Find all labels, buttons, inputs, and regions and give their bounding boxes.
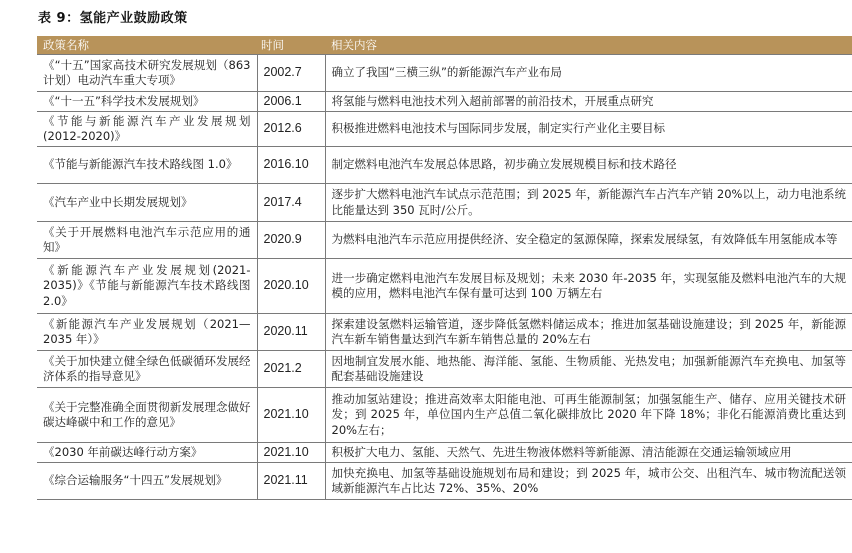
content-cell: 为燃料电池汽车示范应用提供经济、安全稳定的氢源保障，探索发展绿氢，有效降低车用氢能成本等 — [325, 222, 852, 259]
time-cell: 2017.4 — [257, 184, 325, 222]
table-header — [37, 36, 852, 55]
policy-name-cell: 《关于完整准确全面贯彻新发展理念做好碳达峰碳中和工作的意见》 — [37, 388, 257, 443]
policy-name-cell: 《汽车产业中长期发展规划》 — [37, 184, 257, 222]
policy-name-cell: 《2030 年前碳达峰行动方案》 — [37, 443, 257, 463]
policy-name-cell: 《综合运输服务“十四五”发展规划》 — [37, 463, 257, 500]
time-cell: 2020.10 — [257, 259, 325, 314]
policy-name-cell: 《关于加快建立健全绿色低碳循环发展经济体系的指导意见》 — [37, 351, 257, 388]
policy-name-cell: 《新能源汽车产业发展规划(2021-2035)》《节能与新能源汽车技术路线图 2.0》 — [37, 259, 257, 314]
policy-name-cell: 《“十五”国家高技术研究发展规划（863 计划）电动汽车重大专项》 — [37, 55, 257, 92]
content-cell: 推动加氢站建设；推进高效率太阳能电池、可再生能源制氢；加强氢能生产、储存、应用关键技术研发；到 2025 年，单位国内生产总值二氧化碳排放比 2020 年下降 18%；非化石能源消费比重达到 20%左右； — [325, 388, 852, 443]
time-cell: 2021.11 — [257, 463, 325, 500]
table-row — [37, 222, 852, 259]
content-cell: 积极推进燃料电池技术与国际同步发展，制定实行产业化主要目标 — [325, 112, 852, 147]
policy-name-cell: 《“十一五”科学技术发展规划》 — [37, 92, 257, 112]
content-cell: 确立了我国“三横三纵”的新能源汽车产业布局 — [325, 55, 852, 92]
table-row — [37, 184, 852, 222]
time-cell: 2002.7 — [257, 55, 325, 92]
content-cell: 因地制宜发展水能、地热能、海洋能、氢能、生物质能、光热发电；加强新能源汽车充换电、加氢等配套基础设施建设 — [325, 351, 852, 388]
content-cell: 将氢能与燃料电池技术列入超前部署的前沿技术，开展重点研究 — [325, 92, 852, 112]
table-body — [37, 55, 852, 500]
time-cell: 2021.10 — [257, 388, 325, 443]
time-cell: 2020.9 — [257, 222, 325, 259]
content-cell: 制定燃料电池汽车发展总体思路，初步确立发展规模目标和技术路径 — [325, 147, 852, 184]
table-row — [37, 463, 852, 500]
content-cell: 加快充换电、加氢等基础设施规划布局和建设；到 2025 年，城市公交、出租汽车、城市物流配送领域新能源汽车占比达 72%、35%、20% — [325, 463, 852, 500]
header-content: 相关内容 — [325, 36, 852, 55]
table-row — [37, 112, 852, 147]
time-cell: 2012.6 — [257, 112, 325, 147]
time-cell: 2016.10 — [257, 147, 325, 184]
table-title: 表 9：氢能产业鼓励政策 — [38, 11, 188, 26]
table-row — [37, 92, 852, 112]
header-policy-name: 政策名称 — [37, 36, 257, 55]
content-cell: 探索建设氢燃料运输管道，逐步降低氢燃料储运成本；推进加氢基础设施建设；到 2025 年，新能源汽车新车销售量达到汽车新车销售总量的 20%左右 — [325, 314, 852, 351]
time-cell: 2021.10 — [257, 443, 325, 463]
table-row — [37, 55, 852, 92]
policy-table-container — [37, 36, 852, 500]
table-row — [37, 259, 852, 314]
policy-name-cell: 《关于开展燃料电池汽车示范应用的通知》 — [37, 222, 257, 259]
policy-name-cell: 《新能源汽车产业发展规划（2021—2035 年）》 — [37, 314, 257, 351]
table-row — [37, 147, 852, 184]
table-row — [37, 388, 852, 443]
header-time: 时间 — [257, 36, 325, 55]
table-row — [37, 314, 852, 351]
table-row — [37, 443, 852, 463]
content-cell: 逐步扩大燃料电池汽车试点示范范围；到 2025 年，新能源汽车占汽车产销 20%以上，动力电池系统比能量达到 350 瓦时/公斤。 — [325, 184, 852, 222]
policy-name-cell: 《节能与新能源汽车技术路线图 1.0》 — [37, 147, 257, 184]
time-cell: 2021.2 — [257, 351, 325, 388]
time-cell: 2020.11 — [257, 314, 325, 351]
time-cell: 2006.1 — [257, 92, 325, 112]
content-cell: 进一步确定燃料电池汽车发展目标及规划；未来 2030 年-2035 年，实现氢能及燃料电池汽车的大规模的应用，燃料电池汽车保有量可达到 100 万辆左右 — [325, 259, 852, 314]
policy-table — [37, 36, 852, 500]
header-row — [37, 36, 852, 55]
content-cell: 积极扩大电力、氢能、天然气、先进生物液体燃料等新能源、清洁能源在交通运输领域应用 — [325, 443, 852, 463]
policy-name-cell: 《节能与新能源汽车产业发展规划(2012-2020)》 — [37, 112, 257, 147]
table-row — [37, 351, 852, 388]
